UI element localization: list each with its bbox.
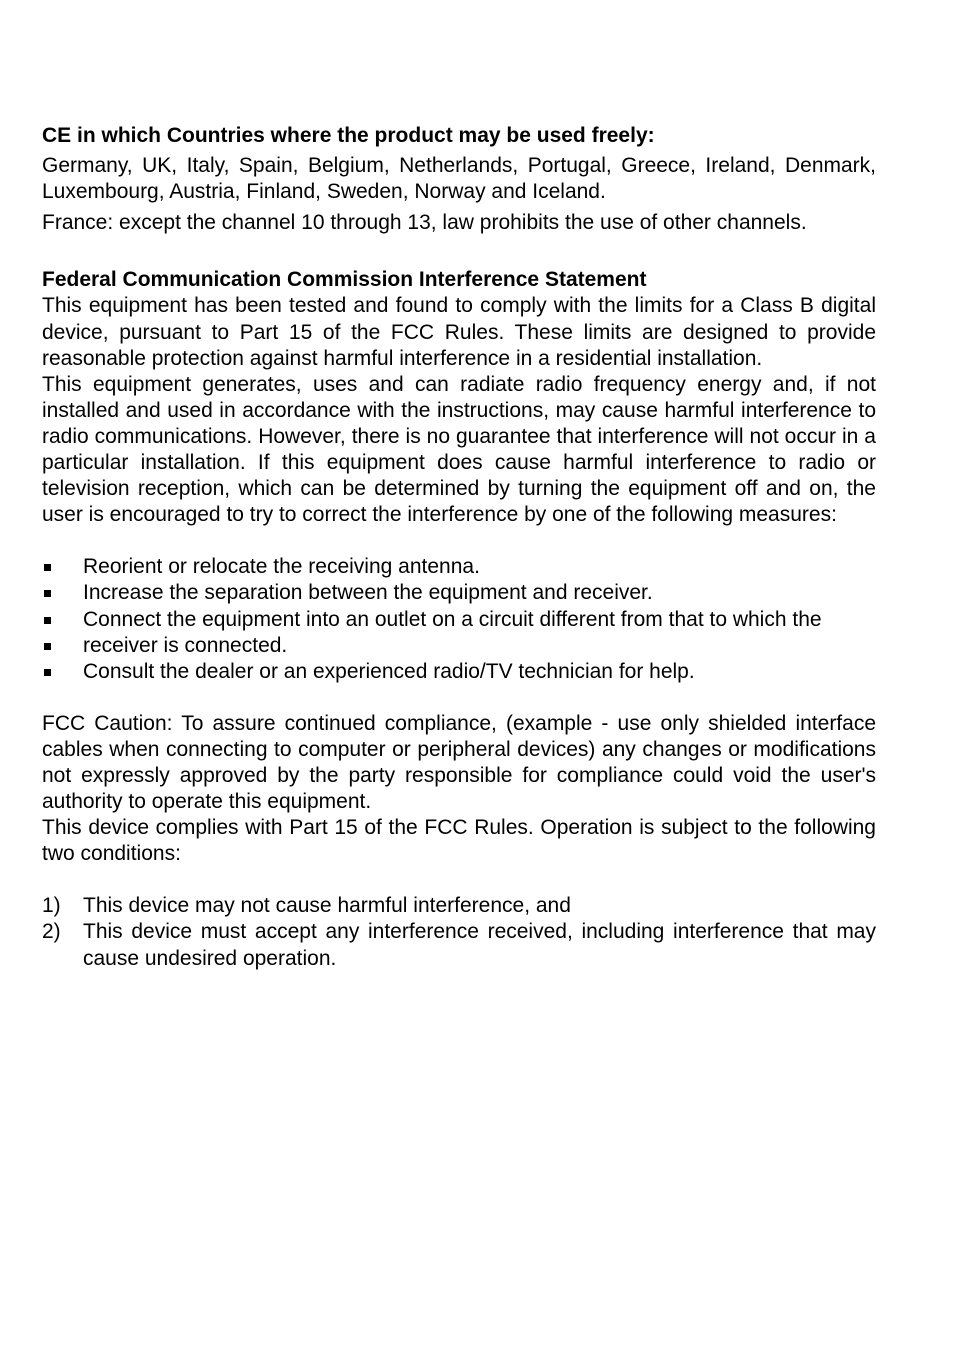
ce-countries-paragraph: Germany, UK, Italy, Spain, Belgium, Netherlands, Portugal, Greece, Ireland, Denmark, Luxembourg, Austria, Finland, Sweden, Norway and Iceland. xyxy=(42,154,876,204)
list-item xyxy=(42,580,876,606)
fcc-part15-paragraph: This device complies with Part 15 of the FCC Rules. Operation is subject to the following two conditions: xyxy=(42,816,876,866)
list-item xyxy=(42,919,876,971)
list-item xyxy=(42,659,876,685)
condition-number: 1) xyxy=(42,894,61,918)
square-bullet-icon xyxy=(44,590,51,597)
measure-text: Connect the equipment into an outlet on a circuit different from that to which the xyxy=(83,607,822,631)
document-page xyxy=(42,123,876,972)
list-item xyxy=(42,893,876,919)
measure-text: receiver is connected. xyxy=(83,633,288,657)
square-bullet-icon xyxy=(44,564,51,571)
condition-number: 2) xyxy=(42,920,61,944)
square-bullet-icon xyxy=(44,617,51,624)
list-item xyxy=(42,633,876,659)
measures-list xyxy=(42,554,876,684)
fcc-paragraph-1: This equipment has been tested and found to comply with the limits for a Class B digital device, pursuant to Part 15 of the FCC Rules. These limits are designed to provide reasonable protection against harmful interference in a residential installation. xyxy=(42,294,876,370)
list-item xyxy=(42,554,876,580)
square-bullet-icon xyxy=(44,669,51,676)
ce-heading: CE in which Countries where the product may be used freely: xyxy=(42,124,655,147)
measure-text: Consult the dealer or an experienced radio/TV technician for help. xyxy=(83,659,695,683)
list-item xyxy=(42,607,876,633)
fcc-paragraph-2: This equipment generates, uses and can radiate radio frequency energy and, if not installed and used in accordance with the instructions, may cause harmful interference to radio communications. However, there is no guarantee that interference will not occur in a particular installation. If this equipment does cause harmful interference to radio or television reception, which can be determined by turning the equipment off and on, the user is encouraged to try to correct the interference by one of the following measures: xyxy=(42,372,876,527)
fcc-caution-paragraph: FCC Caution: To assure continued compliance, (example - use only shielded interface cables when connecting to computer or peripheral devices) any changes or modifications not expressly approved by the party responsible for compliance could void the user's authority to operate this equipment. xyxy=(42,711,876,814)
measure-text: Reorient or relocate the receiving antenna. xyxy=(83,555,480,579)
condition-text: This device may not cause harmful interference, and xyxy=(83,894,571,918)
ce-france-paragraph: France: except the channel 10 through 13, law prohibits the use of other channels. xyxy=(42,211,807,235)
condition-text: This device must accept any interference received, including interference that may cause undesired operation. xyxy=(83,920,876,970)
measure-text: Increase the separation between the equipment and receiver. xyxy=(83,581,653,605)
fcc-heading: Federal Communication Commission Interference Statement xyxy=(42,268,647,292)
square-bullet-icon xyxy=(44,643,51,650)
conditions-list xyxy=(42,893,876,971)
